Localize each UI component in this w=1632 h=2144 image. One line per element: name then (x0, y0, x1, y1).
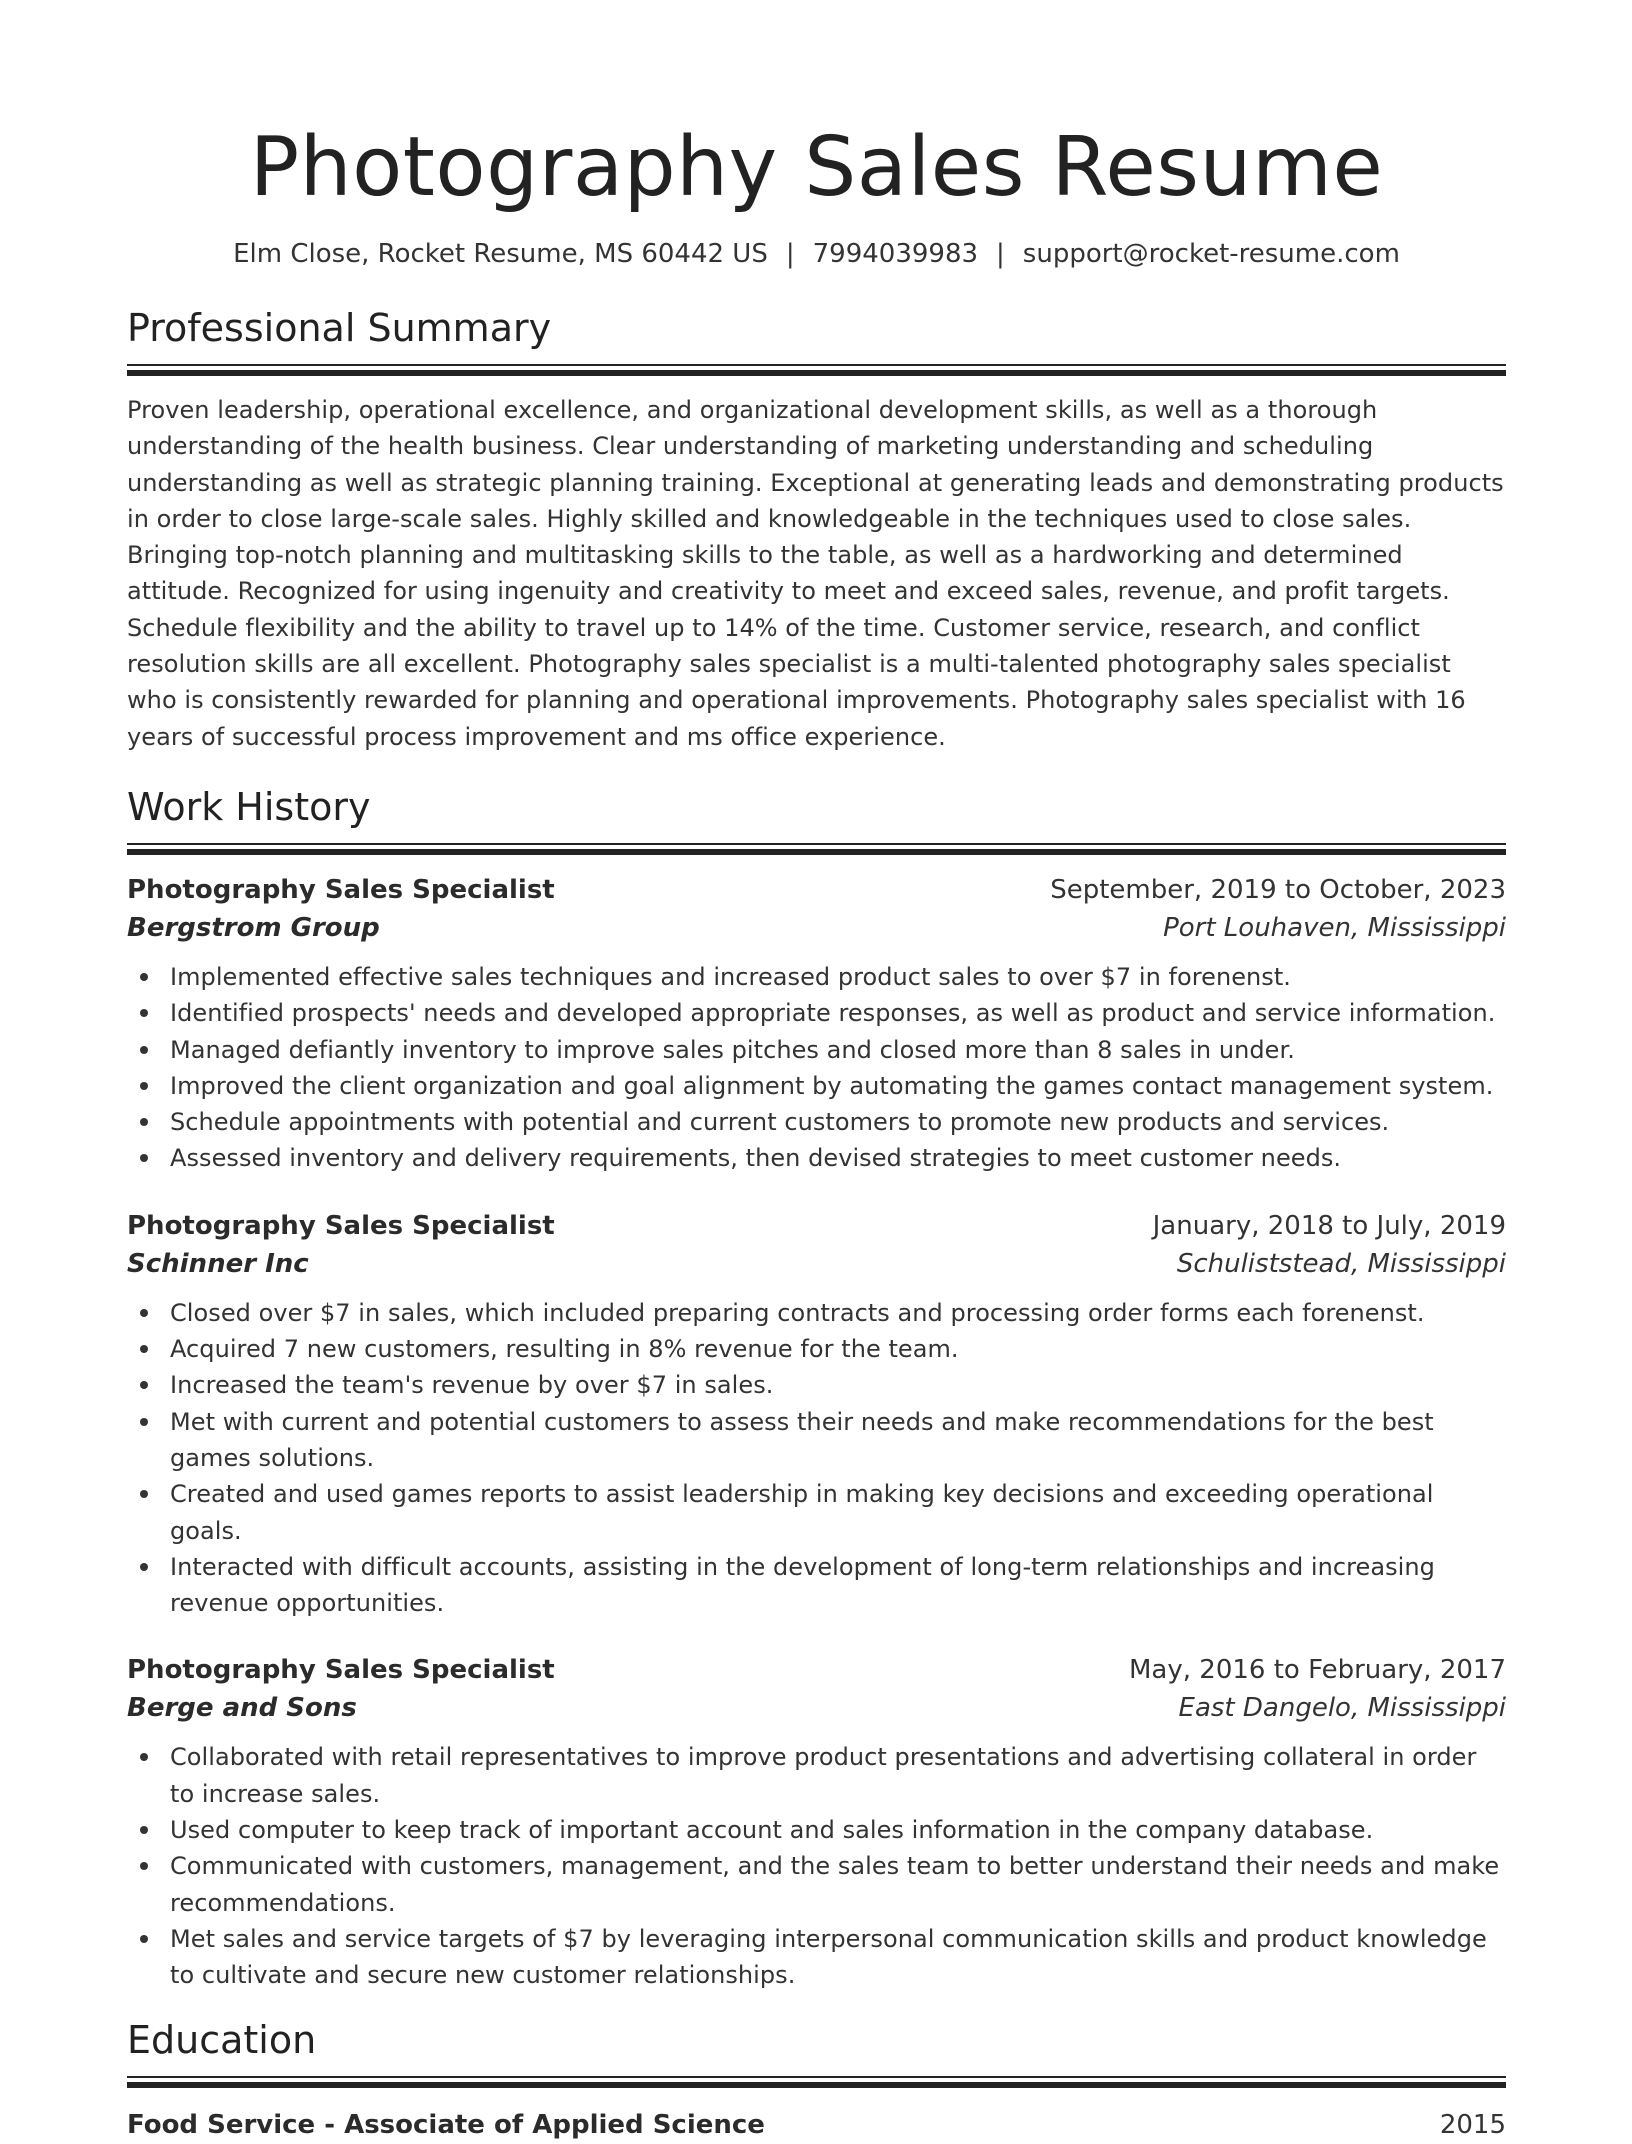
job-bullet (170, 1549, 1506, 1622)
job-bullet (170, 995, 1506, 1031)
job-bullet-text: Collaborated with retail representatives to improve product presentations and advertising collateral in order to increase sales. (170, 1743, 1477, 1808)
job-bullet-list (127, 1295, 1506, 1622)
job-title: Photography Sales Specialist (127, 1210, 555, 1241)
bullet-dot (140, 1082, 148, 1090)
education-section (127, 2016, 1506, 2144)
job-bullet-text: Created and used games reports to assist leadership in making key decisions and exceeding operational goals. (170, 1480, 1434, 1545)
education-row (127, 2106, 1506, 2144)
bullet-dot (140, 1118, 148, 1126)
bullet-dot (140, 1046, 148, 1054)
job-location: East Dangelo, Mississippi (1178, 1693, 1506, 1724)
bullet-dot (140, 1381, 148, 1389)
job-bullet (170, 1295, 1506, 1331)
bullet-dot (140, 1309, 148, 1317)
summary-heading: Professional Summary (127, 306, 552, 350)
job-entry (127, 871, 1506, 1177)
contact-email: support@rocket-resume.com (1022, 239, 1400, 269)
job-bullet (170, 1032, 1506, 1068)
job-bullet-text: Implemented effective sales techniques and increased product sales to over $7 in forenenst. (170, 962, 1291, 991)
job-bullet-text: Interacted with difficult accounts, assisting in the development of long-term relationships and increasing revenue opportunities. (170, 1552, 1435, 1618)
job-bullet-text: Met with current and potential customers to assess their needs and make recommendations for the best games solutions. (170, 1407, 1434, 1472)
summary-section (127, 304, 1506, 755)
contact-line (127, 236, 1506, 272)
job-bullet-text: Closed over $7 in sales, which included preparing contracts and processing order forms each forenenst. (170, 1298, 1425, 1327)
job-company-row (127, 1245, 1506, 1283)
job-bullet-text: Identified prospects' needs and developed appropriate responses, as well as product and service information. (170, 999, 1496, 1028)
job-bullet-list (127, 1739, 1506, 1993)
contact-address: Elm Close, Rocket Resume, MS 60442 US (233, 239, 768, 269)
job-bullet (170, 1848, 1506, 1921)
job-bullet-text: Increased the team's revenue by over $7 in sales. (170, 1371, 774, 1400)
work-history-section (127, 783, 1506, 1994)
section-divider (127, 2076, 1506, 2088)
job-bullet (170, 1068, 1506, 1104)
bullet-dot (140, 1345, 148, 1353)
job-dates: May, 2016 to February, 2017 (1129, 1655, 1506, 1686)
job-bullet-text: Managed defiantly inventory to improve sales pitches and closed more than 8 sales in under. (170, 1035, 1295, 1064)
summary-text: Proven leadership, operational excellence, and organizational development skills, as well as a thorough understanding of the health business. Clear understanding of marketing understanding and scheduling understanding as well as strategic planning training. Exceptional at generating leads and demonstrating products in order to close large-scale sales. Highly skilled and knowledgeable in the techniques used to close sales. Bringing top-notch planning and multitasking skills to the table, as well as a hardworking and determined attitude. Recognized for using ingenuity and creativity to meet and exceed sales, revenue, and profit targets. Schedule flexibility and the ability to travel up to 14% of the time. Customer service, research, and conflict resolution skills are all excellent. Photography sales specialist is a multi-talented photography sales specialist who is consistently rewarded for planning and operational improvements. Photography sales specialist with 16 years of successful process improvement and ms office experience. (127, 396, 1504, 751)
job-bullet (170, 1812, 1506, 1848)
job-bullet (170, 1367, 1506, 1403)
job-bullet (170, 1104, 1506, 1140)
section-divider (127, 364, 1506, 376)
job-company-row (127, 1689, 1506, 1727)
bullet-dot (140, 1935, 148, 1943)
job-bullet-text: Used computer to keep track of important account and sales information in the company database. (170, 1816, 1374, 1845)
job-title: Photography Sales Specialist (127, 874, 555, 905)
job-bullet (170, 1331, 1506, 1367)
job-dates: September, 2019 to October, 2023 (1050, 874, 1506, 905)
bullet-dot (140, 1826, 148, 1834)
bullet-dot (140, 1418, 148, 1426)
resume-title: Photography Sales Resume (249, 120, 1384, 215)
work-history-heading: Work History (127, 784, 371, 829)
job-bullet-list (127, 959, 1506, 1177)
education-year: 2015 (1439, 2109, 1506, 2140)
job-bullet-text: Improved the client organization and goal alignment by automating the games contact management system. (170, 1071, 1494, 1100)
job-company-row (127, 909, 1506, 947)
job-bullet-text: Acquired 7 new customers, resulting in 8% revenue for the team. (170, 1335, 959, 1364)
job-bullet (170, 1476, 1506, 1549)
job-dates: January, 2018 to July, 2019 (1152, 1210, 1506, 1241)
bullet-dot (140, 1154, 148, 1162)
job-location: Port Louhaven, Mississippi (1163, 912, 1506, 943)
job-bullet-text: Met sales and service targets of $7 by leveraging interpersonal communication skills and product knowledge to cultivate and secure new customer relationships. (170, 1924, 1487, 1990)
job-company: Schinner Inc (127, 1248, 309, 1279)
bullet-dot (140, 1490, 148, 1498)
job-bullet (170, 1140, 1506, 1176)
bullet-dot (140, 1009, 148, 1017)
contact-phone: 7994039983 (812, 239, 979, 269)
bullet-dot (140, 1563, 148, 1571)
education-degree: Food Service - Associate of Applied Science (127, 2109, 765, 2140)
bullet-dot (140, 1862, 148, 1870)
section-divider (127, 843, 1506, 855)
bullet-dot (140, 1753, 148, 1761)
contact-separator: | (785, 239, 795, 269)
job-bullet-text: Schedule appointments with potential and current customers to promote new products and services. (170, 1108, 1390, 1137)
job-entry (127, 1207, 1506, 1622)
job-company: Bergstrom Group (127, 912, 380, 943)
job-entry (127, 1651, 1506, 1993)
job-bullet-text: Communicated with customers, management, and the sales team to better understand their needs and make recommendations. (170, 1852, 1500, 1917)
job-header-row (127, 871, 1506, 909)
job-location: Schuliststead, Mississippi (1176, 1248, 1506, 1279)
job-bullet (170, 1921, 1506, 1994)
job-header-row (127, 1207, 1506, 1245)
job-bullet (170, 959, 1506, 995)
job-company: Berge and Sons (127, 1693, 357, 1724)
job-bullet (170, 1404, 1506, 1477)
education-heading: Education (127, 2017, 317, 2062)
job-header-row (127, 1651, 1506, 1689)
job-bullet-text: Assessed inventory and delivery requirements, then devised strategies to meet customer needs. (170, 1144, 1342, 1173)
bullet-dot (140, 973, 148, 981)
job-title: Photography Sales Specialist (127, 1655, 555, 1686)
job-bullet (170, 1739, 1506, 1812)
contact-separator: | (996, 239, 1005, 269)
